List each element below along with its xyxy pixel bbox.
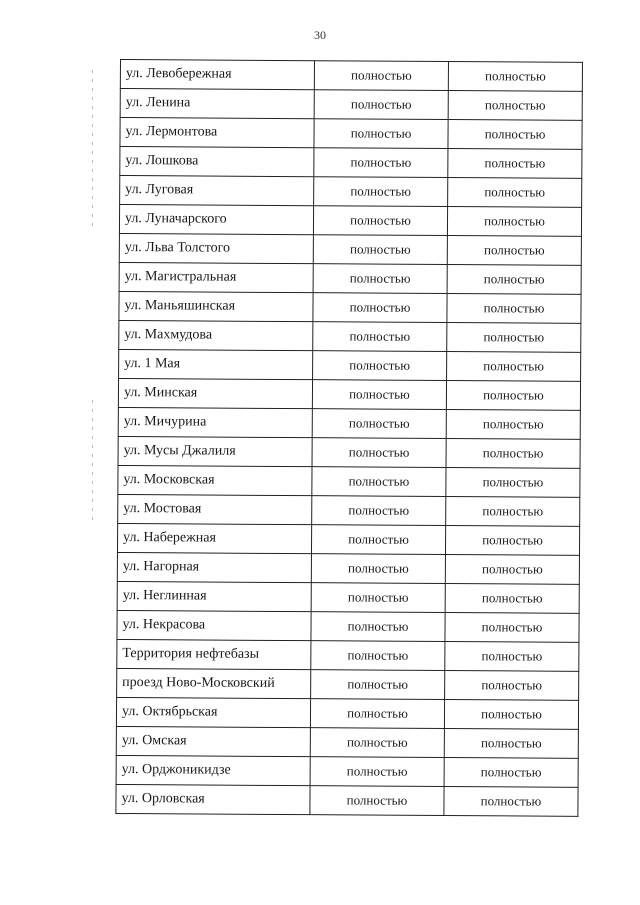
- table-row: [118, 436, 580, 468]
- table-row: [119, 233, 581, 265]
- coverage-cell-b: полностью: [444, 786, 578, 816]
- table-row: [116, 726, 578, 758]
- table-row: [119, 205, 581, 237]
- street-name-cell: ул. Махмудова: [119, 320, 313, 350]
- table-row: [120, 118, 582, 150]
- coverage-cell-a: полностью: [311, 641, 445, 671]
- coverage-cell-a: полностью: [312, 380, 446, 410]
- coverage-cell-b: полностью: [445, 670, 579, 700]
- coverage-cell-a: полностью: [311, 670, 445, 700]
- table-row: [120, 60, 582, 92]
- coverage-cell-b: полностью: [447, 352, 581, 382]
- page-number: 30: [314, 28, 326, 42]
- street-name-cell: ул. Орловская: [116, 784, 310, 814]
- street-name-cell: ул. Минская: [118, 378, 312, 408]
- coverage-cell-b: полностью: [445, 525, 579, 555]
- street-name-cell: ул. Омская: [116, 726, 310, 756]
- table-row: [116, 784, 578, 816]
- street-name-cell: ул. Маньяшинская: [119, 291, 313, 321]
- coverage-cell-b: полностью: [448, 178, 582, 208]
- street-name-cell: проезд Ново-Московский: [117, 668, 311, 698]
- coverage-cell-b: полностью: [444, 757, 578, 787]
- street-name-cell: ул. Октябрьская: [116, 697, 310, 727]
- street-name-cell: ул. Неглинная: [117, 581, 311, 611]
- coverage-cell-a: полностью: [310, 699, 444, 729]
- coverage-cell-b: полностью: [444, 699, 578, 729]
- coverage-cell-a: полностью: [311, 554, 445, 584]
- coverage-cell-b: полностью: [447, 294, 581, 324]
- street-name-cell: ул. Левобережная: [120, 60, 314, 90]
- street-name-cell: ул. Лошкова: [120, 147, 314, 177]
- table-row: [118, 378, 580, 410]
- scan-margin-mark: [92, 400, 93, 520]
- coverage-cell-a: полностью: [312, 467, 446, 497]
- coverage-cell-b: полностью: [447, 323, 581, 353]
- street-name-cell: ул. Орджоникидзе: [116, 755, 310, 785]
- coverage-cell-a: полностью: [314, 61, 448, 91]
- table-row: [118, 465, 580, 497]
- coverage-cell-b: полностью: [445, 554, 579, 584]
- coverage-cell-a: полностью: [312, 438, 446, 468]
- coverage-cell-a: полностью: [313, 206, 447, 236]
- table-row: [117, 523, 579, 555]
- coverage-cell-b: полностью: [447, 236, 581, 266]
- street-name-cell: ул. Мичурина: [118, 407, 312, 437]
- coverage-cell-a: полностью: [310, 728, 444, 758]
- coverage-cell-b: полностью: [446, 438, 580, 468]
- coverage-cell-b: полностью: [445, 641, 579, 671]
- scan-margin-mark: [92, 70, 93, 230]
- coverage-cell-a: полностью: [311, 525, 445, 555]
- coverage-cell-a: полностью: [313, 235, 447, 265]
- coverage-cell-a: полностью: [313, 264, 447, 294]
- table-row: [120, 147, 582, 179]
- street-name-cell: ул. Нагорная: [117, 552, 311, 582]
- coverage-cell-a: полностью: [314, 148, 448, 178]
- coverage-cell-b: полностью: [446, 410, 580, 440]
- table-row: [116, 755, 578, 787]
- table-row: [117, 668, 579, 700]
- coverage-cell-a: полностью: [313, 351, 447, 381]
- street-name-cell: ул. Некрасова: [117, 610, 311, 640]
- coverage-cell-b: полностью: [446, 496, 580, 526]
- street-name-cell: ул. Луначарского: [119, 205, 313, 235]
- street-name-cell: ул. Ленина: [120, 89, 314, 119]
- coverage-cell-b: полностью: [446, 467, 580, 497]
- street-name-cell: ул. Мусы Джалиля: [118, 436, 312, 466]
- coverage-cell-b: полностью: [447, 265, 581, 295]
- street-name-cell: ул. Луговая: [120, 176, 314, 206]
- street-name-cell: ул. Льва Толстого: [119, 233, 313, 263]
- table-row: [118, 494, 580, 526]
- coverage-cell-b: полностью: [444, 728, 578, 758]
- coverage-cell-b: полностью: [448, 62, 582, 92]
- streets-table-body: [116, 60, 583, 817]
- coverage-cell-b: полностью: [445, 612, 579, 642]
- street-name-cell: ул. Лермонтова: [120, 118, 314, 148]
- coverage-cell-b: полностью: [448, 120, 582, 150]
- coverage-cell-b: полностью: [447, 207, 581, 237]
- table-row: [120, 89, 582, 121]
- street-name-cell: ул. 1 Мая: [119, 349, 313, 379]
- table-row: [117, 581, 579, 613]
- coverage-cell-a: полностью: [310, 757, 444, 787]
- streets-table: [115, 59, 583, 817]
- table-row: [117, 610, 579, 642]
- coverage-cell-a: полностью: [310, 786, 444, 816]
- table-row: [119, 291, 581, 323]
- table-row: [119, 320, 581, 352]
- table-row: [116, 697, 578, 729]
- street-name-cell: ул. Мостовая: [118, 494, 312, 524]
- coverage-cell-b: полностью: [448, 91, 582, 121]
- street-name-cell: ул. Набережная: [117, 523, 311, 553]
- coverage-cell-b: полностью: [445, 583, 579, 613]
- table-row: [118, 407, 580, 439]
- coverage-cell-b: полностью: [448, 149, 582, 179]
- coverage-cell-a: полностью: [314, 177, 448, 207]
- coverage-cell-a: полностью: [314, 119, 448, 149]
- table-row: [119, 349, 581, 381]
- table-row: [117, 552, 579, 584]
- street-name-cell: ул. Московская: [118, 465, 312, 495]
- coverage-cell-a: полностью: [312, 496, 446, 526]
- coverage-cell-a: полностью: [312, 409, 446, 439]
- table-row: [119, 262, 581, 294]
- coverage-cell-a: полностью: [311, 583, 445, 613]
- coverage-cell-a: полностью: [311, 612, 445, 642]
- coverage-cell-b: полностью: [446, 381, 580, 411]
- table-row: [120, 176, 582, 208]
- street-name-cell: Территория нефтебазы: [117, 639, 311, 669]
- table-row: [117, 639, 579, 671]
- coverage-cell-a: полностью: [313, 322, 447, 352]
- street-name-cell: ул. Магистральная: [119, 262, 313, 292]
- coverage-cell-a: полностью: [314, 90, 448, 120]
- coverage-cell-a: полностью: [313, 293, 447, 323]
